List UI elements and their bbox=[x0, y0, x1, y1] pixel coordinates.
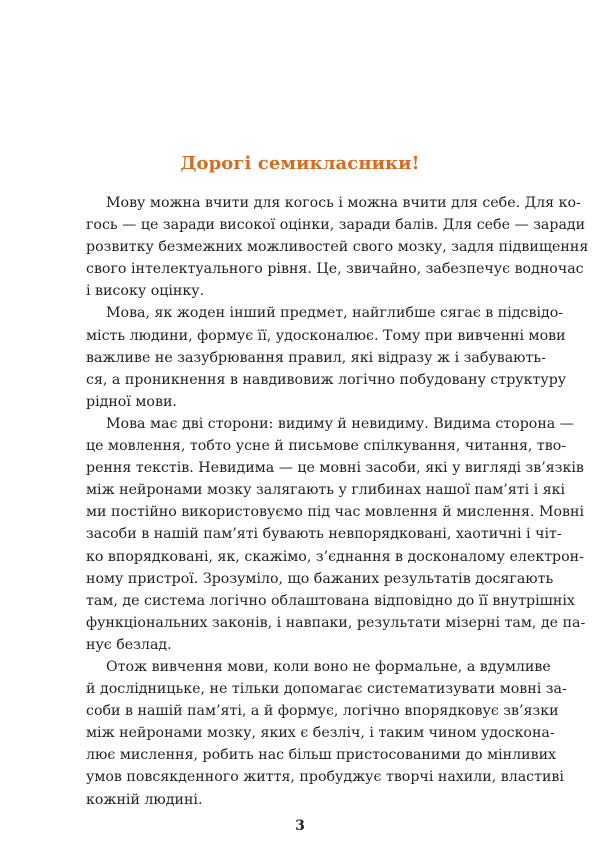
text-line: Отож вивчення мови, коли воно не формальне, а вдумливе bbox=[106, 658, 551, 675]
text-line: розвитку безмежних можливостей свого мозку, задля підвищення bbox=[86, 239, 589, 256]
text-line: Мову можна вчити для когось і можна вчити для себе. Для ко- bbox=[106, 195, 581, 211]
text-line: ному пристрої. Зрозуміло, що бажаних результатів досягають bbox=[86, 570, 554, 587]
text-line: мість людини, формує її, удосконалює. Тому при вивченні мови bbox=[86, 327, 566, 344]
text-line: й дослідницьке, не тільки допомагає систематизувати мовні за- bbox=[86, 681, 567, 698]
text-line: це мовлення, тобто усне й письмове спілкування, читання, тво- bbox=[86, 438, 567, 455]
text-line: ми постійно використовуємо під час мовлення й мислення. Мовні bbox=[86, 504, 585, 521]
text-line: між нейронами мозку, яких є безліч, і таким чином удоскона- bbox=[86, 725, 555, 742]
text-line: кожній людині. bbox=[86, 791, 203, 808]
text-line: засоби в нашій пам’яті бувають невпорядковані, хаотичні і чіт- bbox=[86, 526, 562, 543]
text-line: умов повсякденного життя, пробуджує творчі нахили, властиві bbox=[86, 769, 564, 786]
text-line: між нейронами мозку залягають у глибинах нашої пам’яті і які bbox=[86, 482, 566, 499]
text-line: Мова, як жоден інший предмет, найглибше сягає в підсвідо- bbox=[106, 305, 564, 322]
text-line: і високу оцінку. bbox=[86, 283, 205, 300]
text-line: гось — це заради високої оцінки, заради балів. Для себе — заради bbox=[86, 217, 586, 234]
text-line: соби в нашій пам’яті, а й формує, логічно впорядковує зв’язки bbox=[86, 703, 559, 720]
text-line: лює мислення, робить нас більш пристосованими до мінливих bbox=[86, 747, 557, 764]
text-line: свого інтелектуального рівня. Це, звичайно, забезпечує водночас bbox=[86, 261, 584, 278]
text-line: рідної мови. bbox=[86, 393, 177, 410]
paragraph bbox=[86, 192, 589, 302]
text-line: Мова має дві сторони: видиму й невидиму. Видима сторона — bbox=[106, 415, 574, 432]
body-text bbox=[86, 192, 589, 811]
paragraph bbox=[86, 656, 567, 811]
text-line: там, де система логічно облаштована відповідно до її внутрішніх bbox=[86, 592, 575, 609]
text-line: важливе не зазубрювання правил, які відразу ж і забувають- bbox=[86, 349, 546, 366]
text-line: ко впорядковані, як, скажімо, з’єднання в досконалому електрон- bbox=[86, 548, 584, 565]
text-line: нує безлад. bbox=[86, 636, 172, 653]
text-line: рення текстів. Невидима — це мовні засоби, які у вигляді зв’язків bbox=[86, 460, 584, 477]
text-line: ся, а проникнення в навдивовиж логічно побудовану структуру bbox=[86, 371, 567, 388]
paragraph bbox=[86, 413, 586, 656]
page-title: Дорогі семикласники! bbox=[180, 153, 420, 174]
paragraph bbox=[86, 302, 567, 412]
text-line: функціональних законів, і навпаки, результати мізерні там, де па- bbox=[86, 614, 586, 631]
page-number: 3 bbox=[295, 818, 305, 834]
